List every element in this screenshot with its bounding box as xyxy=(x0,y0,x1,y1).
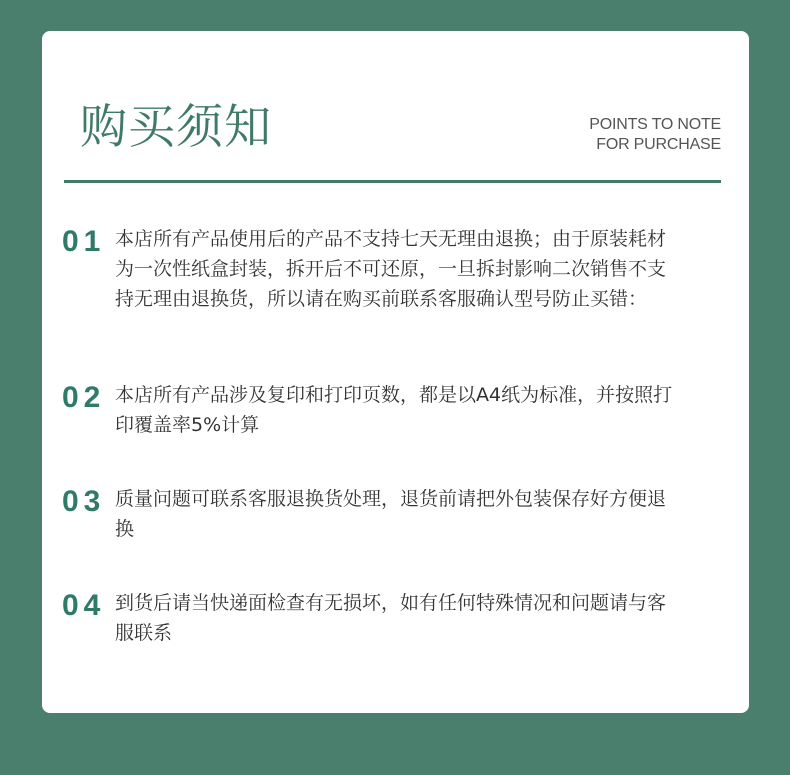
page-subtitle xyxy=(589,115,721,155)
item-number: 02 xyxy=(62,381,106,414)
header-divider xyxy=(64,180,721,183)
notice-card xyxy=(42,31,749,713)
subtitle-line-1: POINTS TO NOTE xyxy=(589,116,721,133)
item-number: 01 xyxy=(62,225,106,258)
page-title: 购买须知 xyxy=(80,100,272,155)
item-text: 质量问题可联系客服退换货处理，退货前请把外包装保存好方便退换 xyxy=(115,488,667,540)
item-text: 本店所有产品涉及复印和打印页数，都是以A4纸为标准，并按照打印覆盖率5%计算 xyxy=(115,384,673,436)
subtitle-line-2: FOR PURCHASE xyxy=(596,136,721,153)
item-text: 本店所有产品使用后的产品不支持七天无理由退换；由于原装耗材为一次性纸盒封装，拆开后不可还原，一旦拆封影响二次销售不支持无理由退换货，所以请在购买前联系客服确认型号防止买错： xyxy=(115,228,667,310)
item-number: 03 xyxy=(62,485,106,518)
item-text: 到货后请当快递面检查有无损坏，如有任何特殊情况和问题请与客服联系 xyxy=(115,592,667,644)
item-number: 04 xyxy=(62,589,106,622)
